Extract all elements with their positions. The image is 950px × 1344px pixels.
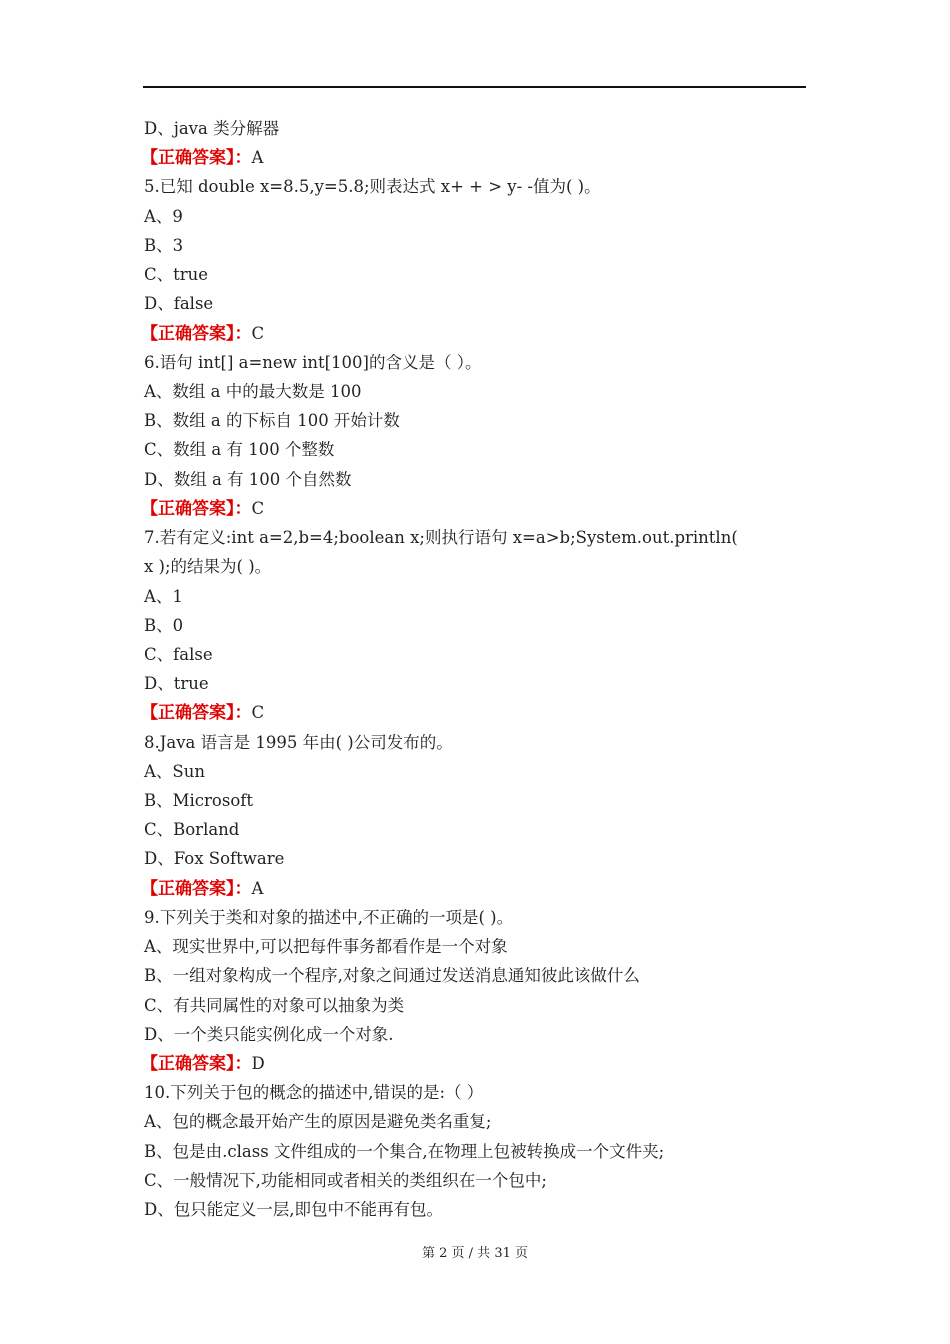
option-text: D、false bbox=[144, 294, 214, 314]
correct-answer-label: 【正确答案】： bbox=[141, 703, 252, 724]
option-text: B、0 bbox=[144, 615, 184, 635]
option-text: A、现实世界中,可以把每件事务都看作是一个对象 bbox=[144, 937, 508, 957]
correct-answer-value: A bbox=[251, 148, 264, 168]
option-text: B、Microsoft bbox=[144, 791, 253, 811]
option-text: C、数组 a 有 100 个整数 bbox=[144, 440, 335, 460]
option-text: C、true bbox=[144, 265, 209, 285]
option-text: D、true bbox=[144, 674, 209, 694]
correct-answer-label: 【正确答案】： bbox=[141, 323, 252, 344]
correct-answer-label: 【正确答案】： bbox=[141, 148, 252, 169]
option-text: B、包是由.class 文件组成的一个集合,在物理上包被转换成一个文件夹; bbox=[144, 1141, 665, 1161]
correct-answer-line bbox=[141, 874, 814, 903]
option-text: D、一个类只能实例化成一个对象. bbox=[144, 1024, 394, 1044]
correct-answer-line bbox=[141, 698, 814, 727]
correct-answer-line bbox=[141, 143, 814, 172]
option-text: A、Sun bbox=[144, 761, 205, 781]
option-text: D、包只能定义一层,即包中不能再有包。 bbox=[144, 1200, 443, 1220]
option-text: A、包的概念最开始产生的原因是避免类名重复; bbox=[144, 1112, 492, 1132]
question-text: 5.已知 double x=8.5,y=5.8;则表达式 x+ + > y- -值为( )。 bbox=[144, 177, 601, 197]
correct-answer-label: 【正确答案】： bbox=[141, 878, 252, 899]
correct-answer-line bbox=[141, 1049, 814, 1078]
correct-answer-line bbox=[141, 494, 814, 523]
option-text: B、数组 a 的下标自 100 开始计数 bbox=[144, 411, 400, 431]
document-body bbox=[141, 114, 814, 1224]
option-text: C、false bbox=[144, 644, 213, 664]
correct-answer-value: D bbox=[251, 1054, 265, 1073]
option-text: A、数组 a 中的最大数是 100 bbox=[144, 381, 362, 401]
correct-answer-label: 【正确答案】： bbox=[141, 1054, 252, 1074]
option-text: D、java 类分解器 bbox=[144, 119, 280, 138]
header-rule bbox=[143, 86, 806, 88]
question-text: 6.语句 int[] a=new int[100]的含义是（ ）。 bbox=[144, 352, 482, 372]
correct-answer-label: 【正确答案】： bbox=[141, 498, 252, 519]
question-text: 9.下列关于类和对象的描述中,不正确的一项是( )。 bbox=[144, 907, 514, 927]
option-text: A、1 bbox=[144, 586, 183, 606]
correct-answer-value: C bbox=[251, 498, 265, 518]
correct-answer-value: C bbox=[251, 323, 265, 343]
option-text: D、Fox Software bbox=[144, 849, 285, 869]
page-footer: 第 2 页 / 共 31 页 bbox=[422, 1246, 528, 1261]
option-text: A、9 bbox=[144, 206, 183, 226]
question-text: 8.Java 语言是 1995 年由( )公司发布的。 bbox=[144, 732, 453, 752]
option-text: B、一组对象构成一个程序,对象之间通过发送消息通知彼此该做什么 bbox=[144, 966, 640, 986]
option-text: D、数组 a 有 100 个自然数 bbox=[144, 469, 352, 489]
option-text: C、一般情况下,功能相同或者相关的类组织在一个包中; bbox=[144, 1170, 547, 1190]
question-text: 10.下列关于包的概念的描述中,错误的是:（ ） bbox=[144, 1083, 484, 1103]
question-text: 7.若有定义:int a=2,b=4;boolean x;则执行语句 x=a>b;System.out.println( bbox=[144, 528, 738, 548]
option-text: C、有共同属性的对象可以抽象为类 bbox=[144, 995, 405, 1015]
correct-answer-line bbox=[141, 319, 814, 348]
correct-answer-value: C bbox=[251, 703, 265, 723]
option-text: B、3 bbox=[144, 235, 184, 255]
option-text: C、Borland bbox=[144, 820, 240, 840]
option-text: x );的结果为( )。 bbox=[144, 557, 272, 577]
correct-answer-value: A bbox=[251, 878, 264, 898]
